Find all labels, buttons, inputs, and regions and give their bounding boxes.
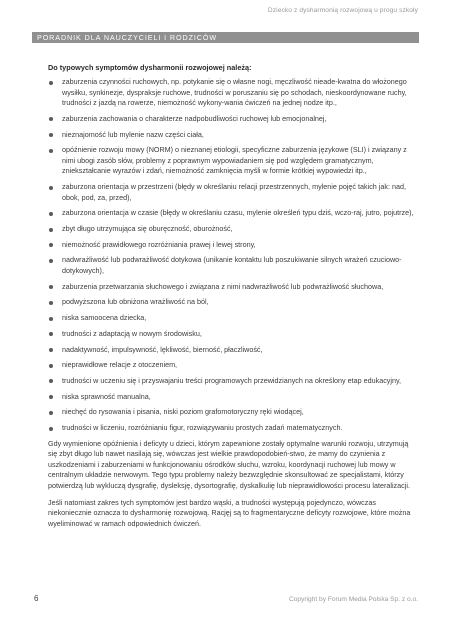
bullet-icon bbox=[49, 117, 53, 121]
list-item-text: trudności w uczeniu się i przyswajaniu treści programowych przewidzianych na określony etap edukacyjny, bbox=[62, 375, 402, 385]
list-item-text: niska sprawność manualna, bbox=[62, 391, 151, 401]
list-item bbox=[48, 345, 418, 356]
copyright-notice: Copyright by Forum Media Polska Sp. z o.o. bbox=[289, 596, 418, 603]
list-item-text: niechęć do rysowania i pisania, niski poziom grafomotoryczny ręki wiodącej, bbox=[62, 407, 304, 417]
list-heading: Do typowych symptomów dysharmonii rozwojowej należą: bbox=[48, 63, 252, 72]
running-title: Dziecko z dysharmonią rozwojową u progu szkoły bbox=[267, 7, 418, 14]
list-item-text: trudności w liczeniu, rozróżnianiu figur, rozwiązywaniu prostych zadań matematycznych. bbox=[62, 422, 343, 432]
list-item bbox=[48, 224, 418, 235]
list-item bbox=[48, 329, 418, 340]
bullet-icon bbox=[49, 259, 53, 263]
list-item-text: zaburzenia czynności ruchowych, np. potykanie się o własne nogi, męczliwość nieade-kwatna do włożonego wysiłku, synkinezje, dyspraksje ruchowe, trudności w poruszaniu się po schodach, nieskoordynowane ruchy, trudności z jazdą na rowerze, niemożność wykony-wania ćwiczeń na jednej nodze itp., bbox=[62, 77, 407, 108]
bullet-icon bbox=[49, 149, 53, 153]
bullet-icon bbox=[49, 81, 53, 85]
list-item bbox=[48, 114, 418, 125]
list-item bbox=[48, 240, 418, 251]
list-item bbox=[48, 77, 418, 109]
list-item-text: nieprawidłowe relacje z otoczeniem, bbox=[62, 360, 178, 370]
list-item-text: podwyższona lub obniżona wrażliwość na ból, bbox=[62, 297, 209, 307]
bullet-icon bbox=[49, 285, 53, 289]
bullet-icon bbox=[49, 332, 53, 336]
list-item bbox=[48, 313, 418, 324]
list-item-text: zaburzona orientacja w przestrzeni (błędy w określaniu relacji przestrzennych, mylenie pojęć takich jak: nad, obok, pod, za, przed), bbox=[62, 182, 406, 202]
list-item bbox=[48, 130, 418, 141]
list-item bbox=[48, 208, 418, 219]
list-item-text: niska samoocena dziecka, bbox=[62, 313, 147, 323]
bullet-icon bbox=[49, 186, 53, 190]
list-item-text: zaburzona orientacja w czasie (błędy w określaniu czasu, mylenie określeń typu dziś, wczo-raj, jutro, pojutrze), bbox=[62, 208, 414, 218]
body-paragraph: Gdy wymienione opóźnienia i deficyty u dzieci, którym zapewnione zostały optymalne warunki rozwoju, utrzymują się zbyt długo lub nawet nasilają się, wówczas jest wielkie prawdopodobień-stwo, że mamy do czynienia z uszkodzeniami i zaburzeniami w funkcjonowaniu ośrodków słuchu, wzroku, koordynacji ruchowej lub mowy w centralnym układzie nerwowym. Tego typu problemy należy bezwzględnie skonsultować ze specjalistami, którzy potwierdzą lub wykluczą dysgrafię, dysleksję, dysortografię, dyskalkulię lub nieprawidłowości procesu lateralizacji. bbox=[48, 438, 410, 490]
list-item bbox=[48, 255, 418, 276]
list-item-text: zbyt długo utrzymująca się oburęczność, oburożność, bbox=[62, 224, 233, 234]
list-item bbox=[48, 376, 418, 387]
list-item-text: nieznajomość lub mylenie nazw części ciała, bbox=[62, 129, 204, 139]
bullet-icon bbox=[49, 364, 53, 368]
bullet-icon bbox=[49, 427, 53, 431]
list-item bbox=[48, 423, 418, 434]
bullet-icon bbox=[49, 379, 53, 383]
list-item-text: nadwrażliwość lub podwrażliwość dotykowa (unikanie kontaktu lub poszukiwanie silnych wrażeń czuciowo-dotykowych), bbox=[62, 255, 402, 276]
list-item bbox=[48, 297, 418, 308]
bullet-icon bbox=[49, 411, 53, 415]
list-item bbox=[48, 360, 418, 371]
list-item bbox=[48, 392, 418, 403]
main-content bbox=[48, 63, 418, 529]
list-item bbox=[48, 182, 418, 203]
bullet-icon bbox=[49, 395, 53, 399]
bullet-icon bbox=[49, 228, 53, 232]
bullet-icon bbox=[49, 317, 53, 321]
list-item-text: zaburzenia zachowania o charakterze nadpobudliwości ruchowej lub emocjonalnej, bbox=[62, 113, 327, 123]
list-item bbox=[48, 407, 418, 418]
list-item-text: zaburzenia przetwarzania słuchowego i związana z nimi nadwrażliwość lub podwrażliwość słuchowa, bbox=[62, 281, 384, 291]
body-paragraph: Jeśli natomiast zakres tych symptomów jest bardzo wąski, a trudności występują pojedynczo, wówczas niekoniecznie oznacza to dysharmonię rozwojową. Racjęj są to fragmentaryczne deficyty rozwojowe, które można wyeliminować w ramach odpowiednich ćwiczeń. bbox=[48, 497, 411, 528]
list-item-text: nadaktywność, impulsywność, lękliwość, bierność, płaczliwość, bbox=[62, 344, 263, 354]
list-item bbox=[48, 145, 418, 177]
bullet-icon bbox=[49, 243, 53, 247]
list-item bbox=[48, 282, 418, 293]
page-number: 6 bbox=[34, 594, 39, 603]
list-item-text: niemożność prawidłowego rozróżniania prawej i lewej strony, bbox=[62, 239, 256, 249]
series-label: PORADNIK DLA NAUCZYCIELI I RODZICÓW bbox=[37, 33, 218, 42]
bullet-icon bbox=[49, 301, 53, 305]
list-item-text: trudności z adaptacją w nowym środowisku, bbox=[62, 328, 202, 338]
list-item-text: opóźnienie rozwoju mowy (NORM) o nieznanej etiologii, specyficzne zaburzenia językowe (SLI) i związany z nimi ubogi zasób słów, problemy z poprawnym wypowiadaniem się pod względem gramatycznym, zniekształcanie wyrazów i zdań, niemożność zamknięcia myśli w formie krótkiej wypowiedzi itp., bbox=[62, 145, 407, 176]
bullet-icon bbox=[49, 212, 53, 216]
bullet-icon bbox=[49, 348, 53, 352]
symptom-list bbox=[48, 77, 418, 434]
bullet-icon bbox=[49, 133, 53, 137]
series-banner bbox=[32, 32, 419, 43]
